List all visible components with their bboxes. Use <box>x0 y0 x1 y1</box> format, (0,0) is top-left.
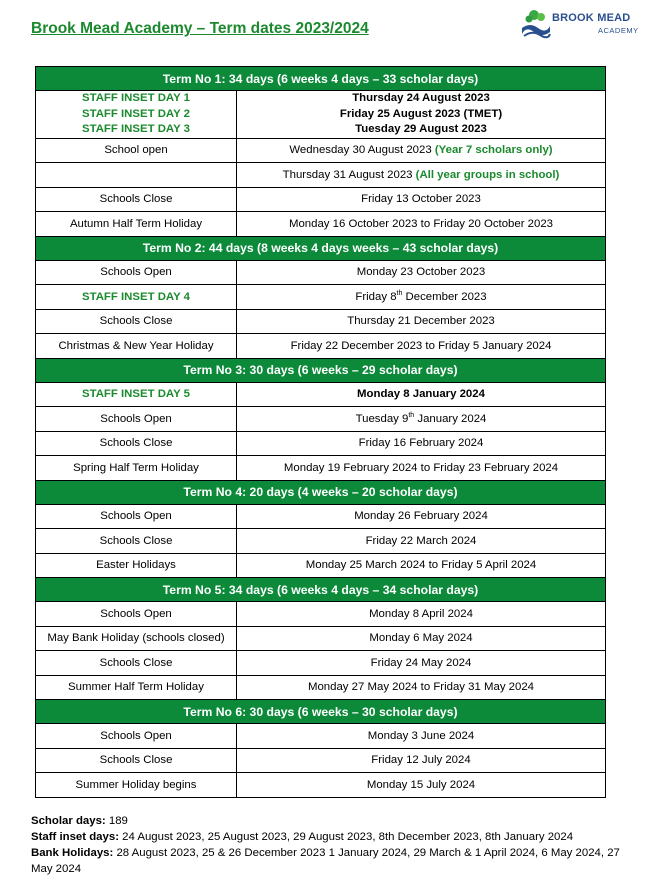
event-label: Schools Open <box>100 607 172 620</box>
term-date-row <box>36 309 606 334</box>
date-text: Wednesday 30 August 2023 <box>289 144 435 157</box>
date-text: Monday 15 July 2024 <box>366 778 476 791</box>
event-cell <box>36 431 237 456</box>
event-cell <box>36 748 237 773</box>
date-cell <box>237 138 606 163</box>
event-cell <box>36 382 237 407</box>
term-date-row <box>36 212 606 237</box>
date-text: Monday 6 May 2024 <box>369 632 473 645</box>
date-text: Friday 16 February 2024 <box>358 437 484 450</box>
bank-holidays-note: Bank Holidays: 28 August 2023, 25 & 26 December 2023 1 January 2024, 29 March & 1 April 2024, 6 May 2024, 27 May 2024 <box>31 847 620 875</box>
event-cell <box>36 773 237 798</box>
term-date-row <box>36 187 606 212</box>
event-label: School open <box>104 144 168 157</box>
scholar-days-note: Scholar days: 189 <box>31 815 128 827</box>
staff-inset-days-note: Staff inset days: 24 August 2023, 25 August 2023, 29 August 2023, 8th December 2023, 8th January 2024 <box>31 831 574 843</box>
event-cell <box>36 651 237 676</box>
date-cell <box>237 285 606 310</box>
date-cell <box>237 553 606 578</box>
event-cell <box>36 163 237 188</box>
term-date-row <box>36 748 606 773</box>
term-date-row <box>36 626 606 651</box>
event-label: Easter Holidays <box>96 559 176 572</box>
event-label: Schools Open <box>100 510 172 523</box>
date-text: Friday 24 May 2024 <box>370 656 472 669</box>
document-title: Brook Mead Academy – Term dates 2023/2024 <box>31 20 369 37</box>
date-cell <box>237 187 606 212</box>
term-date-row <box>36 431 606 456</box>
term-date-row <box>36 407 606 432</box>
date-text: Friday 8 <box>355 290 397 303</box>
term-date-row <box>36 382 606 407</box>
event-cell <box>36 334 237 359</box>
event-cell <box>36 187 237 212</box>
term-date-row <box>36 553 606 578</box>
term-date-row <box>36 138 606 163</box>
date-cell <box>237 334 606 359</box>
date-cell <box>237 163 606 188</box>
event-cell <box>36 456 237 481</box>
date-text: Monday 25 March 2024 to Friday 5 April 2024 <box>305 559 537 572</box>
date-text: Monday 3 June 2024 <box>367 729 475 742</box>
date-text: Friday 13 October 2023 <box>361 193 481 206</box>
date-text: Monday 8 April 2024 <box>369 607 473 620</box>
date-note: (All year groups in school) <box>415 168 560 181</box>
event-label: Autumn Half Term Holiday <box>69 217 203 230</box>
date-text: Monday 26 February 2024 <box>354 510 488 523</box>
term-header-row <box>36 358 606 382</box>
date-text: Thursday 21 December 2023 <box>347 315 495 328</box>
event-cell <box>36 553 237 578</box>
event-label: Schools Close <box>99 534 173 547</box>
event-label: Schools Close <box>99 437 173 450</box>
date-cell <box>237 651 606 676</box>
term-date-row <box>36 724 606 749</box>
date-note: (Year 7 scholars only) <box>434 144 553 157</box>
event-cell <box>36 626 237 651</box>
term-heading: Term No 2: 44 days (8 weeks 4 days weeks – 43 scholar days) <box>36 236 606 260</box>
event-label: Schools Close <box>99 754 173 767</box>
date-cell <box>237 260 606 285</box>
term-header-row <box>36 236 606 260</box>
event-label: Schools Open <box>100 412 172 425</box>
term-date-row <box>36 285 606 310</box>
date-text: Monday 16 October 2023 to Friday 20 October 2023 <box>288 217 554 230</box>
date-text: Monday 8 January 2024 <box>357 388 485 401</box>
date-text-rest: January 2024 <box>414 412 487 425</box>
date-text: Monday 27 May 2024 to Friday 31 May 2024 <box>307 681 535 694</box>
term-header-row <box>36 480 606 504</box>
term-date-row <box>36 602 606 627</box>
event-cell <box>36 91 237 139</box>
term-date-row <box>36 260 606 285</box>
date-cell <box>237 724 606 749</box>
term-date-row <box>36 675 606 700</box>
date-text: Monday 19 February 2024 to Friday 23 February 2024 <box>283 461 559 474</box>
event-cell <box>36 285 237 310</box>
event-label: May Bank Holiday (schools closed) <box>47 632 225 645</box>
date-text-rest: December 2023 <box>402 290 487 303</box>
term-date-row <box>36 334 606 359</box>
event-cell <box>36 309 237 334</box>
logo-subtitle: ACADEMY <box>598 26 639 35</box>
date-cell <box>237 456 606 481</box>
date-text: Friday 22 March 2024 <box>365 534 477 547</box>
date-cell <box>237 382 606 407</box>
event-cell <box>36 407 237 432</box>
date-cell <box>237 407 606 432</box>
inset-day-date: Friday 25 August 2023 (TMET) <box>339 107 503 120</box>
term-dates-table <box>35 66 606 798</box>
date-text: Monday 23 October 2023 <box>356 266 486 279</box>
date-cell <box>237 748 606 773</box>
term-header-row <box>36 67 606 91</box>
event-cell <box>36 602 237 627</box>
date-cell <box>237 773 606 798</box>
inset-day-date: Thursday 24 August 2023 <box>352 92 490 104</box>
event-label: Schools Close <box>99 656 173 669</box>
event-cell <box>36 724 237 749</box>
date-text: Friday 22 December 2023 to Friday 5 January 2024 <box>290 339 552 352</box>
inset-day-label: STAFF INSET DAY 3 <box>81 123 191 135</box>
event-label: STAFF INSET DAY 4 <box>81 290 191 303</box>
term-date-row <box>36 529 606 554</box>
date-cell <box>237 504 606 529</box>
event-cell <box>36 138 237 163</box>
ordinal-suffix: th <box>408 411 415 419</box>
event-cell <box>36 529 237 554</box>
term-heading: Term No 4: 20 days (4 weeks – 20 scholar days) <box>36 480 606 504</box>
date-text: Friday 12 July 2024 <box>371 754 471 767</box>
term-heading: Term No 3: 30 days (6 weeks – 29 scholar days) <box>36 358 606 382</box>
academy-logo <box>520 8 640 44</box>
term-header-row <box>36 700 606 724</box>
ordinal-suffix: th <box>396 289 403 297</box>
date-cell <box>237 309 606 334</box>
event-label: Schools Open <box>100 266 172 279</box>
event-label: Summer Half Term Holiday <box>68 681 204 694</box>
date-cell <box>237 431 606 456</box>
event-label: Christmas & New Year Holiday <box>58 339 214 352</box>
term-header-row <box>36 578 606 602</box>
term-date-row <box>36 456 606 481</box>
date-cell <box>237 626 606 651</box>
logo-emblem-icon <box>520 8 552 42</box>
inset-day-label: STAFF INSET DAY 1 <box>81 92 191 104</box>
date-cell <box>237 91 606 139</box>
term-heading: Term No 5: 34 days (6 weeks 4 days – 34 scholar days) <box>36 578 606 602</box>
term-date-row <box>36 163 606 188</box>
event-label: Schools Close <box>99 193 173 206</box>
date-cell <box>237 602 606 627</box>
date-text: Thursday 31 August 2023 <box>282 168 416 181</box>
event-label: Schools Open <box>100 729 172 742</box>
term-date-row <box>36 773 606 798</box>
event-label: Schools Close <box>99 315 173 328</box>
event-cell <box>36 212 237 237</box>
event-cell <box>36 260 237 285</box>
inset-day-label: STAFF INSET DAY 2 <box>81 107 191 120</box>
term-heading: Term No 1: 34 days (6 weeks 4 days – 33 scholar days) <box>36 67 606 91</box>
term-heading: Term No 6: 30 days (6 weeks – 30 scholar days) <box>36 700 606 724</box>
term-date-row <box>36 504 606 529</box>
term-date-row <box>36 651 606 676</box>
event-label: STAFF INSET DAY 5 <box>81 388 191 401</box>
date-text: Tuesday 9 <box>355 412 409 425</box>
date-cell <box>237 212 606 237</box>
date-cell <box>237 529 606 554</box>
event-cell <box>36 504 237 529</box>
date-cell <box>237 675 606 700</box>
event-label: Spring Half Term Holiday <box>73 461 199 474</box>
event-cell <box>36 675 237 700</box>
inset-day-date: Tuesday 29 August 2023 <box>355 123 487 135</box>
logo-name: BROOK MEAD <box>552 12 631 24</box>
term-date-row <box>36 91 606 139</box>
event-label: Summer Holiday begins <box>75 778 197 791</box>
